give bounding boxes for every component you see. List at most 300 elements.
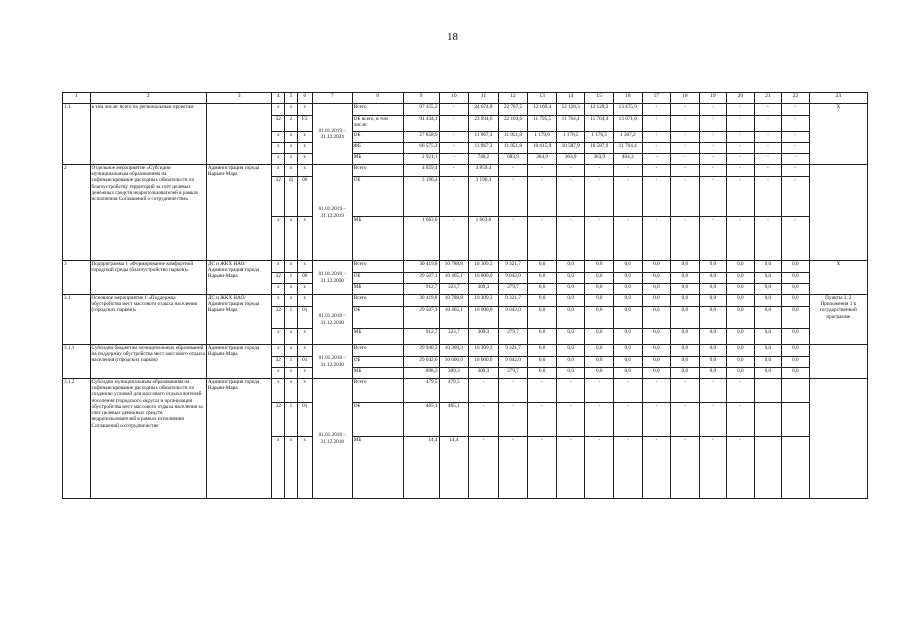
value-cell: 0,0 <box>613 295 642 307</box>
value-cell: 0,0 <box>642 307 671 329</box>
header-cell: 15 <box>585 93 614 104</box>
value-cell: 0,0 <box>613 273 642 284</box>
value-cell: 0,0 <box>642 357 671 368</box>
header-cell: 14 <box>556 93 585 104</box>
value-cell: 11 764,4 <box>613 143 642 154</box>
code-cell: х <box>285 437 298 499</box>
code-cell: х <box>285 345 298 357</box>
value-cell: 10 587,9 <box>556 143 585 154</box>
value-cell <box>754 437 782 499</box>
value-cell: 0,0 <box>754 368 782 379</box>
code-cell: х <box>272 284 285 295</box>
value-cell: - <box>699 154 727 165</box>
value-cell: 0,0 <box>782 345 810 357</box>
value-cell: - <box>613 379 642 403</box>
value-cell: 912,7 <box>403 329 439 345</box>
value-cell: - <box>642 143 671 154</box>
value-cell: 66 575,2 <box>403 143 439 154</box>
row-number: 2 <box>63 165 91 261</box>
row-number: 3.1.2 <box>63 379 91 499</box>
value-cell: - <box>528 379 557 403</box>
value-cell: - <box>671 379 700 403</box>
value-cell: - <box>727 437 755 499</box>
value-cell: 9 042,0 <box>498 357 528 368</box>
value-cell: 0,0 <box>642 345 671 357</box>
source-cell: Всего <box>352 165 403 177</box>
value-cell: 0,0 <box>585 284 614 295</box>
value-cell: 12 169,4 <box>528 104 557 116</box>
code-cell: х <box>297 165 312 177</box>
value-cell: 0,0 <box>671 329 700 345</box>
code-cell: х <box>297 217 312 261</box>
value-cell: 0,0 <box>528 261 557 273</box>
value-cell: - <box>585 217 614 261</box>
value-cell: - <box>642 116 671 132</box>
value-cell: 10 000,0 <box>469 273 499 284</box>
value-cell: 309,3 <box>469 284 499 295</box>
value-cell: - <box>699 116 727 132</box>
value-cell: - <box>782 104 810 116</box>
source-cell: МБ <box>352 217 403 261</box>
measure-name: Субсидии муниципальным образованиям на софинансирование расходных обязательств по созданию условий для массового отдыха жителей поселения (городского округа) и организация обустройства мест массового отдыха населения за счет целевых денежных средств недропользователей в рамках исполнения Соглашений о сотрудничестве <box>90 379 206 499</box>
value-cell: - <box>699 104 727 116</box>
value-cell: 11 764,4 <box>556 116 585 132</box>
measure-name: Подпрограмма 1 «Формирование комфортной городской среды (благоустройство парков)» <box>90 261 206 295</box>
value-cell: - <box>498 437 528 499</box>
value-cell: - <box>498 379 528 403</box>
value-cell: - <box>469 379 499 403</box>
executor: Администрация города Нарьян-Мара <box>206 345 272 379</box>
value-cell: - <box>699 143 727 154</box>
code-cell: х <box>285 284 298 295</box>
value-cell: - <box>642 403 671 437</box>
value-cell: - <box>699 379 727 403</box>
source-cell: МБ <box>352 437 403 499</box>
source-cell: ОБ <box>352 403 403 437</box>
table-row <box>63 104 868 116</box>
value-cell: - <box>671 177 700 217</box>
value-cell: - <box>782 116 810 132</box>
value-cell: 29 042,0 <box>403 357 439 368</box>
reference-cell <box>809 345 867 379</box>
code-cell: х <box>297 132 312 143</box>
value-cell: - <box>439 177 469 217</box>
value-cell: - <box>642 217 671 261</box>
table-row <box>63 165 868 177</box>
value-cell: - <box>439 132 469 143</box>
value-cell: 9 321,7 <box>498 345 528 357</box>
value-cell: 0,0 <box>585 357 614 368</box>
value-cell: 10 309,3 <box>469 261 499 273</box>
value-cell: - <box>556 165 585 177</box>
value-cell: 11 051,8 <box>498 143 528 154</box>
value-cell: 0,0 <box>699 295 727 307</box>
code-cell: х <box>285 154 298 165</box>
value-cell: 10 309,3 <box>469 295 499 307</box>
source-cell: МБ <box>352 368 403 379</box>
code-cell: 1 <box>285 307 298 329</box>
value-cell: 0,0 <box>699 261 727 273</box>
code-cell: х <box>297 261 312 273</box>
value-cell: - <box>528 165 557 177</box>
value-cell: - <box>754 116 782 132</box>
value-cell: 9 042,0 <box>498 307 528 329</box>
value-cell: 0,0 <box>671 261 700 273</box>
value-cell: 309,3 <box>439 368 469 379</box>
value-cell: 0,0 <box>671 307 700 329</box>
executor <box>206 104 272 165</box>
value-cell: - <box>613 165 642 177</box>
header-cell: 12 <box>498 93 528 104</box>
value-cell: 94 434,1 <box>403 116 439 132</box>
value-cell: 0,0 <box>727 273 755 284</box>
value-cell: 0,0 <box>613 368 642 379</box>
value-cell: 0,0 <box>671 284 700 295</box>
code-cell: х <box>297 345 312 357</box>
value-cell: 0,0 <box>727 261 755 273</box>
value-cell: - <box>754 104 782 116</box>
value-cell: 0,0 <box>671 357 700 368</box>
value-cell: 0,0 <box>782 307 810 329</box>
code-cell: х <box>285 329 298 345</box>
value-cell: - <box>439 217 469 261</box>
value-cell: 0,0 <box>782 295 810 307</box>
value-cell <box>782 437 810 499</box>
value-cell: 0,0 <box>585 295 614 307</box>
header-cell: 19 <box>699 93 727 104</box>
value-cell: 465,1 <box>403 403 439 437</box>
value-cell <box>754 403 782 437</box>
value-cell: - <box>727 154 755 165</box>
code-cell: х <box>297 104 312 116</box>
code-cell: х <box>272 143 285 154</box>
value-cell: 0,0 <box>528 307 557 329</box>
value-cell: - <box>671 154 700 165</box>
header-cell: 16 <box>613 93 642 104</box>
code-cell: х <box>297 368 312 379</box>
measure-name: Основное мероприятие 1 «Поддержка обустройства мест массового отдыха населения (городских парков)» <box>90 295 206 345</box>
value-cell: - <box>613 403 642 437</box>
value-cell: 11 795,5 <box>528 116 557 132</box>
value-cell: 10 587,9 <box>585 143 614 154</box>
value-cell: 0,0 <box>754 345 782 357</box>
table-body <box>63 93 868 499</box>
value-cell: 0,0 <box>699 329 727 345</box>
value-cell: - <box>439 165 469 177</box>
value-cell: 0,0 <box>556 307 585 329</box>
value-cell: 279,7 <box>498 368 528 379</box>
value-cell: - <box>754 143 782 154</box>
value-cell: 912,7 <box>403 284 439 295</box>
value-cell: 10 788,8 <box>439 261 469 273</box>
value-cell: 0,0 <box>727 295 755 307</box>
source-cell: МБ <box>352 329 403 345</box>
value-cell: 1 307,2 <box>613 132 642 143</box>
value-cell: - <box>727 116 755 132</box>
value-cell: 0,0 <box>585 368 614 379</box>
value-cell: 0,0 <box>754 273 782 284</box>
reference-cell: Пункты 1, 2 Приложения 1 к государственной программе <box>809 295 867 345</box>
value-cell: - <box>613 177 642 217</box>
header-row <box>63 93 868 104</box>
value-cell: 898,3 <box>403 368 439 379</box>
value-cell: 465,1 <box>439 403 469 437</box>
value-cell: - <box>469 437 499 499</box>
code-cell: х <box>272 104 285 116</box>
value-cell: 0,0 <box>699 357 727 368</box>
value-cell: - <box>528 437 557 499</box>
value-cell: 0,0 <box>585 345 614 357</box>
value-cell: - <box>585 177 614 217</box>
program-table <box>62 92 868 499</box>
value-cell: 0,0 <box>642 261 671 273</box>
value-cell: 4 859,4 <box>469 165 499 177</box>
value-cell: 0,0 <box>528 329 557 345</box>
value-cell: - <box>671 116 700 132</box>
value-cell: 14,4 <box>403 437 439 499</box>
value-cell: 0,0 <box>556 345 585 357</box>
period: 01.01.2019 – 31.12.2024 <box>312 104 352 165</box>
value-cell: - <box>727 379 755 403</box>
value-cell: 1 179,6 <box>528 132 557 143</box>
header-cell: 22 <box>782 93 810 104</box>
source-cell: Всего <box>352 295 403 307</box>
value-cell: 10 465,1 <box>439 307 469 329</box>
value-cell: 29 940,3 <box>403 345 439 357</box>
value-cell: 12 128,3 <box>585 104 614 116</box>
period: 01.01.2018 – 31.12.2030 <box>312 261 352 295</box>
value-cell: 0,0 <box>528 345 557 357</box>
value-cell: 9 321,7 <box>498 295 528 307</box>
value-cell: - <box>498 217 528 261</box>
source-cell: Всего <box>352 261 403 273</box>
value-cell: 0,0 <box>556 295 585 307</box>
value-cell: - <box>585 379 614 403</box>
code-cell: х <box>285 165 298 177</box>
value-cell: 30 419,8 <box>403 261 439 273</box>
value-cell: 0,0 <box>556 329 585 345</box>
table-row <box>63 295 868 307</box>
source-cell: ОБ <box>352 273 403 284</box>
value-cell: - <box>439 104 469 116</box>
row-number: 3.1 <box>63 295 91 345</box>
header-cell: 4 <box>272 93 285 104</box>
code-cell: 01 <box>297 403 312 437</box>
executor: ДС и ЖКХ НАО/ Администрация города Нарьян-Мара <box>206 261 272 295</box>
value-cell: 0,0 <box>528 295 557 307</box>
value-cell: - <box>642 379 671 403</box>
table-row <box>63 379 868 403</box>
header-cell: 9 <box>403 93 439 104</box>
value-cell: 0,0 <box>613 357 642 368</box>
value-cell: 0,0 <box>585 273 614 284</box>
value-cell: - <box>613 217 642 261</box>
period: 01.01.2018 – 31.12.2018 <box>312 379 352 499</box>
value-cell: 11 967,3 <box>469 143 499 154</box>
code-cell: х <box>272 345 285 357</box>
code-cell: х <box>285 379 298 403</box>
code-cell: х <box>285 368 298 379</box>
value-cell: - <box>671 104 700 116</box>
code-cell: х <box>297 284 312 295</box>
executor: Администрация города Нарьян-Мара <box>206 165 272 261</box>
value-cell: 323,7 <box>439 329 469 345</box>
header-cell: 21 <box>754 93 782 104</box>
value-cell: 10 000,0 <box>439 357 469 368</box>
source-cell: ОБ всего, в том числе: <box>352 116 403 132</box>
value-cell: 279,7 <box>498 284 528 295</box>
row-number: 1.1 <box>63 104 91 165</box>
value-cell: 97 355,2 <box>403 104 439 116</box>
code-cell: Ц <box>285 177 298 217</box>
value-cell: - <box>782 154 810 165</box>
header-cell: 17 <box>642 93 671 104</box>
value-cell: 364,9 <box>528 154 557 165</box>
value-cell: 0,0 <box>727 307 755 329</box>
value-cell: - <box>671 403 700 437</box>
value-cell: 0,0 <box>556 368 585 379</box>
value-cell: - <box>642 132 671 143</box>
value-cell: - <box>727 177 755 217</box>
value-cell: - <box>528 217 557 261</box>
value-cell: 0,0 <box>671 295 700 307</box>
value-cell: 740,2 <box>469 154 499 165</box>
value-cell: - <box>642 437 671 499</box>
value-cell: - <box>671 143 700 154</box>
measure-name: в том числе: всего по региональным проектам <box>90 104 206 165</box>
value-cell: 279,7 <box>498 329 528 345</box>
header-cell: 5 <box>285 93 298 104</box>
source-cell: МБ <box>352 154 403 165</box>
code-cell: х <box>297 143 312 154</box>
code-cell: 2 <box>285 116 298 132</box>
value-cell: - <box>498 177 528 217</box>
header-cell: 23 <box>809 93 867 104</box>
value-cell: 0,0 <box>528 284 557 295</box>
code-cell: х <box>272 437 285 499</box>
code-cell: х <box>272 295 285 307</box>
value-cell: 479,5 <box>439 379 469 403</box>
code-cell: х <box>285 217 298 261</box>
table-row <box>63 261 868 273</box>
value-cell: 4 859,4 <box>403 165 439 177</box>
code-cell: 32 <box>272 273 285 284</box>
value-cell: - <box>556 379 585 403</box>
period: 01.01.2018 – 31.12.2030 <box>312 295 352 345</box>
header-cell: 7 <box>312 93 352 104</box>
code-cell: 01 <box>297 357 312 368</box>
value-cell: 0,0 <box>613 284 642 295</box>
reference-cell: X <box>809 104 867 165</box>
value-cell: 22 103,6 <box>498 116 528 132</box>
value-cell: - <box>556 217 585 261</box>
value-cell: 3 196,4 <box>403 177 439 217</box>
source-cell: Всего <box>352 345 403 357</box>
value-cell: 10 465,1 <box>439 273 469 284</box>
value-cell: 323,7 <box>439 284 469 295</box>
value-cell: - <box>699 177 727 217</box>
value-cell: 0,0 <box>699 368 727 379</box>
value-cell: 0,0 <box>585 261 614 273</box>
code-cell: х <box>297 437 312 499</box>
value-cell: - <box>585 437 614 499</box>
value-cell: - <box>642 104 671 116</box>
value-cell: 24 674,8 <box>469 104 499 116</box>
value-cell: 0,0 <box>671 368 700 379</box>
value-cell: - <box>782 132 810 143</box>
code-cell: х <box>297 295 312 307</box>
value-cell: - <box>699 437 727 499</box>
code-cell: х <box>272 217 285 261</box>
value-cell: 0,0 <box>782 273 810 284</box>
code-cell: х <box>272 329 285 345</box>
value-cell: - <box>754 132 782 143</box>
value-cell: 29 507,1 <box>403 273 439 284</box>
value-cell: - <box>699 403 727 437</box>
code-cell: х <box>285 295 298 307</box>
value-cell: 0,0 <box>671 345 700 357</box>
value-cell: - <box>671 217 700 261</box>
value-cell: - <box>699 132 727 143</box>
code-cell: 32 <box>272 116 285 132</box>
value-cell: - <box>727 143 755 154</box>
value-cell: - <box>528 177 557 217</box>
value-cell: 22 787,5 <box>498 104 528 116</box>
code-cell: х <box>297 329 312 345</box>
value-cell: 0,0 <box>782 329 810 345</box>
value-cell: - <box>754 154 782 165</box>
value-cell <box>782 403 810 437</box>
value-cell: 0,0 <box>585 307 614 329</box>
code-cell: F2 <box>297 116 312 132</box>
value-cell: 0,0 <box>556 273 585 284</box>
header-cell: 3 <box>206 93 272 104</box>
code-cell: х <box>285 132 298 143</box>
code-cell: х <box>285 143 298 154</box>
code-cell: 32 <box>272 357 285 368</box>
reference-cell <box>809 165 867 261</box>
value-cell: - <box>727 165 755 177</box>
value-cell: 0,0 <box>754 284 782 295</box>
value-cell: 13 475,9 <box>613 104 642 116</box>
value-cell: 0,0 <box>699 273 727 284</box>
measure-name: Отдельное мероприятие «Субсидии муниципальным образованиям на софинансирование расходных обязательств по благоустройству территорий за счет целевых денежных средств недропользователей в рамках исполнения Соглашений о сотрудничестве» <box>90 165 206 261</box>
value-cell: 10 000,0 <box>469 307 499 329</box>
code-cell: 1 <box>285 273 298 284</box>
code-cell: х <box>272 154 285 165</box>
value-cell <box>754 379 782 403</box>
value-cell <box>782 379 810 403</box>
value-cell: 309,3 <box>469 329 499 345</box>
period: 01.01.2018 – 31.12.2030 <box>312 345 352 379</box>
value-cell: 2 921,1 <box>403 154 439 165</box>
value-cell: - <box>556 177 585 217</box>
code-cell: х <box>297 379 312 403</box>
value-cell: 1 176,5 <box>585 132 614 143</box>
code-cell: 32 <box>272 307 285 329</box>
code-cell: х <box>272 132 285 143</box>
executor: Администрация города Нарьян-Мара <box>206 379 272 499</box>
value-cell: 0,0 <box>671 273 700 284</box>
code-cell: 32 <box>272 403 285 437</box>
value-cell: 0,0 <box>727 357 755 368</box>
header-cell: 13 <box>528 93 557 104</box>
value-cell: 0,0 <box>642 368 671 379</box>
value-cell: 10 309,3 <box>469 345 499 357</box>
value-cell: 0,0 <box>642 284 671 295</box>
value-cell: 0,0 <box>782 357 810 368</box>
value-cell: 30 419,8 <box>403 295 439 307</box>
